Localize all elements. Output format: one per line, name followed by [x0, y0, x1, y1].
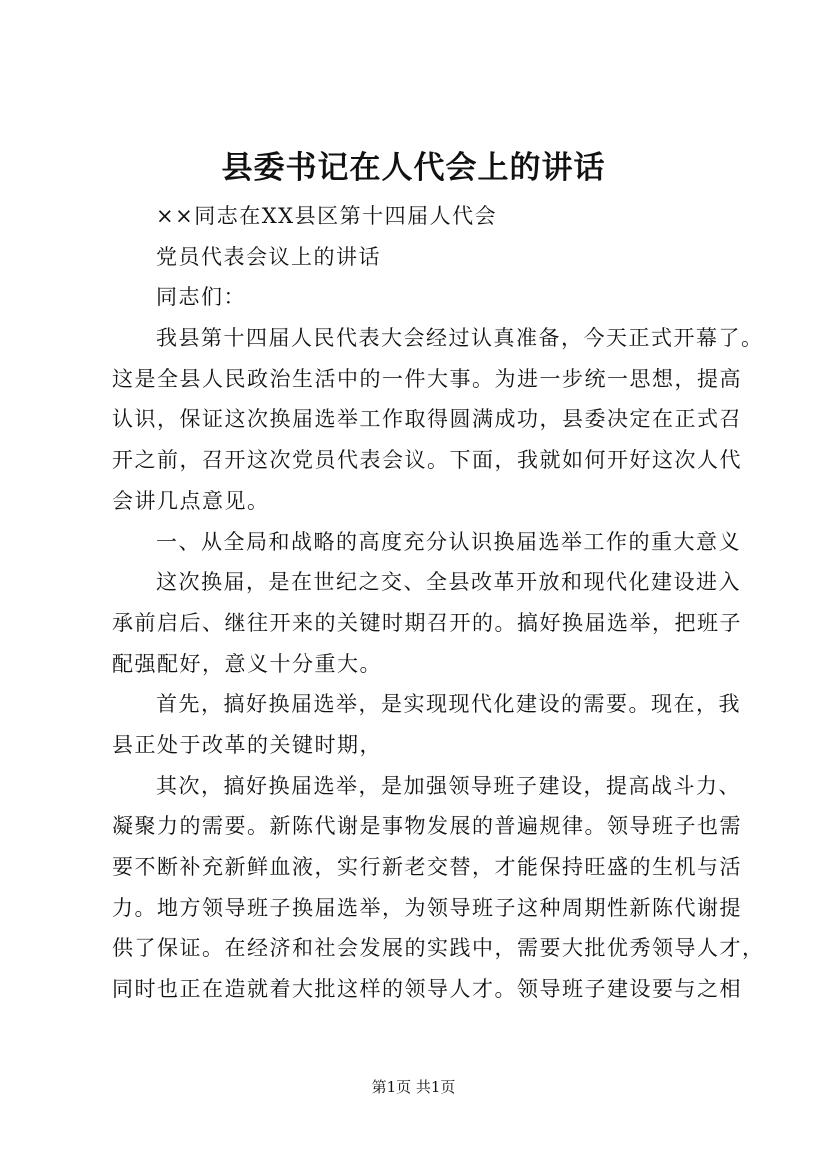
document-body — [112, 196, 765, 1010]
body-line: 承前启后、继往开来的关键时期召开的。搞好换届选举，把班子 — [112, 610, 742, 635]
body-line: 这是全县人民政治生活中的一件大事。为进一步统一思想，提高 — [112, 366, 742, 391]
page-footer: 第1页 共1页 — [371, 1078, 456, 1096]
document-title: 县委书记在人代会上的讲话 — [221, 150, 606, 186]
body-line: 县正处于改革的关键时期， — [112, 732, 382, 757]
body-line: 我县第十四届人民代表大会经过认真准备，今天正式开幕了。 — [156, 326, 764, 351]
body-line: 这次换届，是在世纪之交、全县改革开放和现代化建设进入 — [156, 570, 741, 595]
body-line: 一、从全局和战略的高度充分认识换届选举工作的重大意义 — [156, 529, 741, 554]
body-line: 党员代表会议上的讲话 — [156, 244, 381, 269]
body-line: 首先，搞好换届选举，是实现现代化建设的需要。现在，我 — [156, 692, 741, 717]
body-line: 力。地方领导班子换届选举，为领导班子这种周期性新陈代谢提 — [112, 895, 742, 920]
body-line: 开之前，召开这次党员代表会议。下面，我就如何开好这次人代 — [112, 448, 742, 473]
body-line: ××同志在XX县区第十四届人代会 — [156, 204, 498, 228]
body-line: 配强配好，意义十分重大。 — [112, 651, 382, 676]
body-line: 其次，搞好换届选举，是加强领导班子建设，提高战斗力、 — [156, 773, 741, 798]
body-line: 要不断补充新鲜血液，实行新老交替，才能保持旺盛的生机与活 — [112, 855, 742, 879]
body-line: 同志们： — [156, 285, 246, 310]
body-line: 凝聚力的需要。新陈代谢是事物发展的普遍规律。领导班子也需 — [112, 814, 742, 839]
body-line: 供了保证。在经济和社会发展的实践中，需要大批优秀领导人才， — [112, 936, 765, 961]
body-line: 同时也正在造就着大批这样的领导人才。领导班子建设要与之相 — [112, 977, 742, 1002]
body-line: 会讲几点意见。 — [112, 488, 270, 513]
body-line: 认识，保证这次换届选举工作取得圆满成功，县委决定在正式召 — [112, 407, 742, 432]
